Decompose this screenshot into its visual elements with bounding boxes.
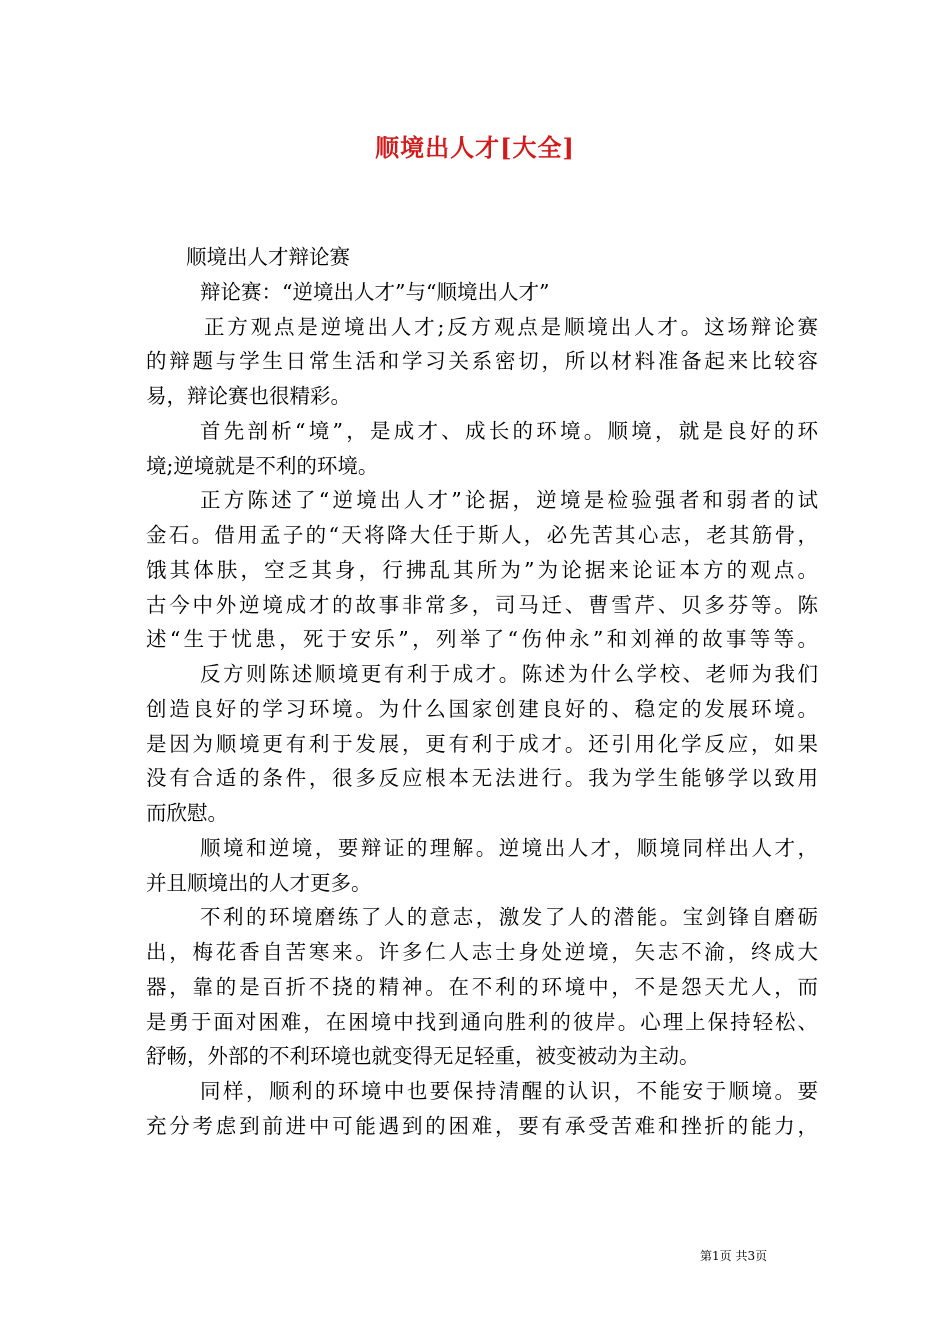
text-line: 境;逆境就是不利的环境。 [146, 453, 379, 478]
page-title: 顺境出人才[大全] [375, 133, 575, 162]
text-line: 饿其体肤，空乏其身，行拂乱其所为”为论据来论证本方的观点。 [146, 557, 818, 582]
text-line: 古今中外逆境成才的故事非常多，司马迁、曹雪芹、贝多芬等。陈 [146, 592, 818, 617]
text-line: 而欣慰。 [146, 801, 228, 825]
text-line: 反方则陈述顺境更有利于成才。陈述为什么学校、老师为我们 [200, 662, 818, 686]
text-line: 顺境出人才辩论赛 [186, 245, 350, 269]
text-line: 同样，顺利的环境中也要保持清醒的认识，不能安于顺境。要 [200, 1079, 818, 1103]
text-line: 不利的环境磨练了人的意志，激发了人的潜能。宝剑锋自磨砺 [200, 905, 818, 930]
text-line: 首先剖析“境”，是成才、成长的环境。顺境，就是良好的环 [200, 418, 818, 443]
text-line: 辩论赛：“逆境出人才”与“顺境出人才” [200, 279, 550, 304]
text-line: 出，梅花香自苦寒来。许多仁人志士身处逆境，矢志不渝，终成大 [146, 940, 818, 964]
text-line: 述“生于忧患，死于安乐”，列举了“伤仲永”和刘禅的故事等等。 [146, 627, 818, 652]
text-line: 正方陈述了“逆境出人才”论据，逆境是检验强者和弱者的试 [200, 488, 818, 513]
text-line: 舒畅，外部的不利环境也就变得无足轻重，被变被动为主动。 [146, 1044, 700, 1069]
text-line: 的辩题与学生日常生活和学习关系密切，所以材料准备起来比较容 [146, 349, 818, 374]
text-line: 易，辩论赛也很精彩。 [146, 384, 351, 408]
page-footer [700, 1247, 860, 1264]
text-line: 金石。借用孟子的“天将降大任于斯人，必先苦其心志，老其筋骨， [146, 523, 818, 547]
footer-middle: 页 共 [719, 1249, 748, 1263]
footer-prefix: 第 [700, 1249, 713, 1263]
text-line: 是勇于面对困难，在困境中找到通向胜利的彼岸。心理上保持轻松、 [146, 1009, 818, 1034]
text-line: 创造良好的学习环境。为什么国家创建良好的、稳定的发展环境。 [146, 696, 818, 721]
text-line: 是因为顺境更有利于发展，更有利于成才。还引用化学反应，如果 [146, 731, 818, 756]
text-line: 并且顺境出的人才更多。 [146, 870, 372, 895]
text-line: 充分考虑到前进中可能遇到的困难，要有承受苦难和挫折的能力， [146, 1113, 818, 1138]
footer-current-page: 1 [712, 1249, 720, 1263]
footer-total-pages: 3 [747, 1249, 756, 1263]
text-line: 器，靠的是百折不挠的精神。在不利的环境中，不是怨天尤人，而 [146, 974, 818, 999]
footer-suffix: 页 [755, 1249, 768, 1263]
text-line: 没有合适的条件，很多反应根本无法进行。我为学生能够学以致用 [146, 766, 818, 791]
text-line: 顺境和逆境，要辩证的理解。逆境出人才，顺境同样出人才， [200, 835, 818, 860]
document-body [146, 240, 818, 1144]
text-line: 正方观点是逆境出人才;反方观点是顺境出人才。这场辩论赛 [204, 314, 818, 339]
